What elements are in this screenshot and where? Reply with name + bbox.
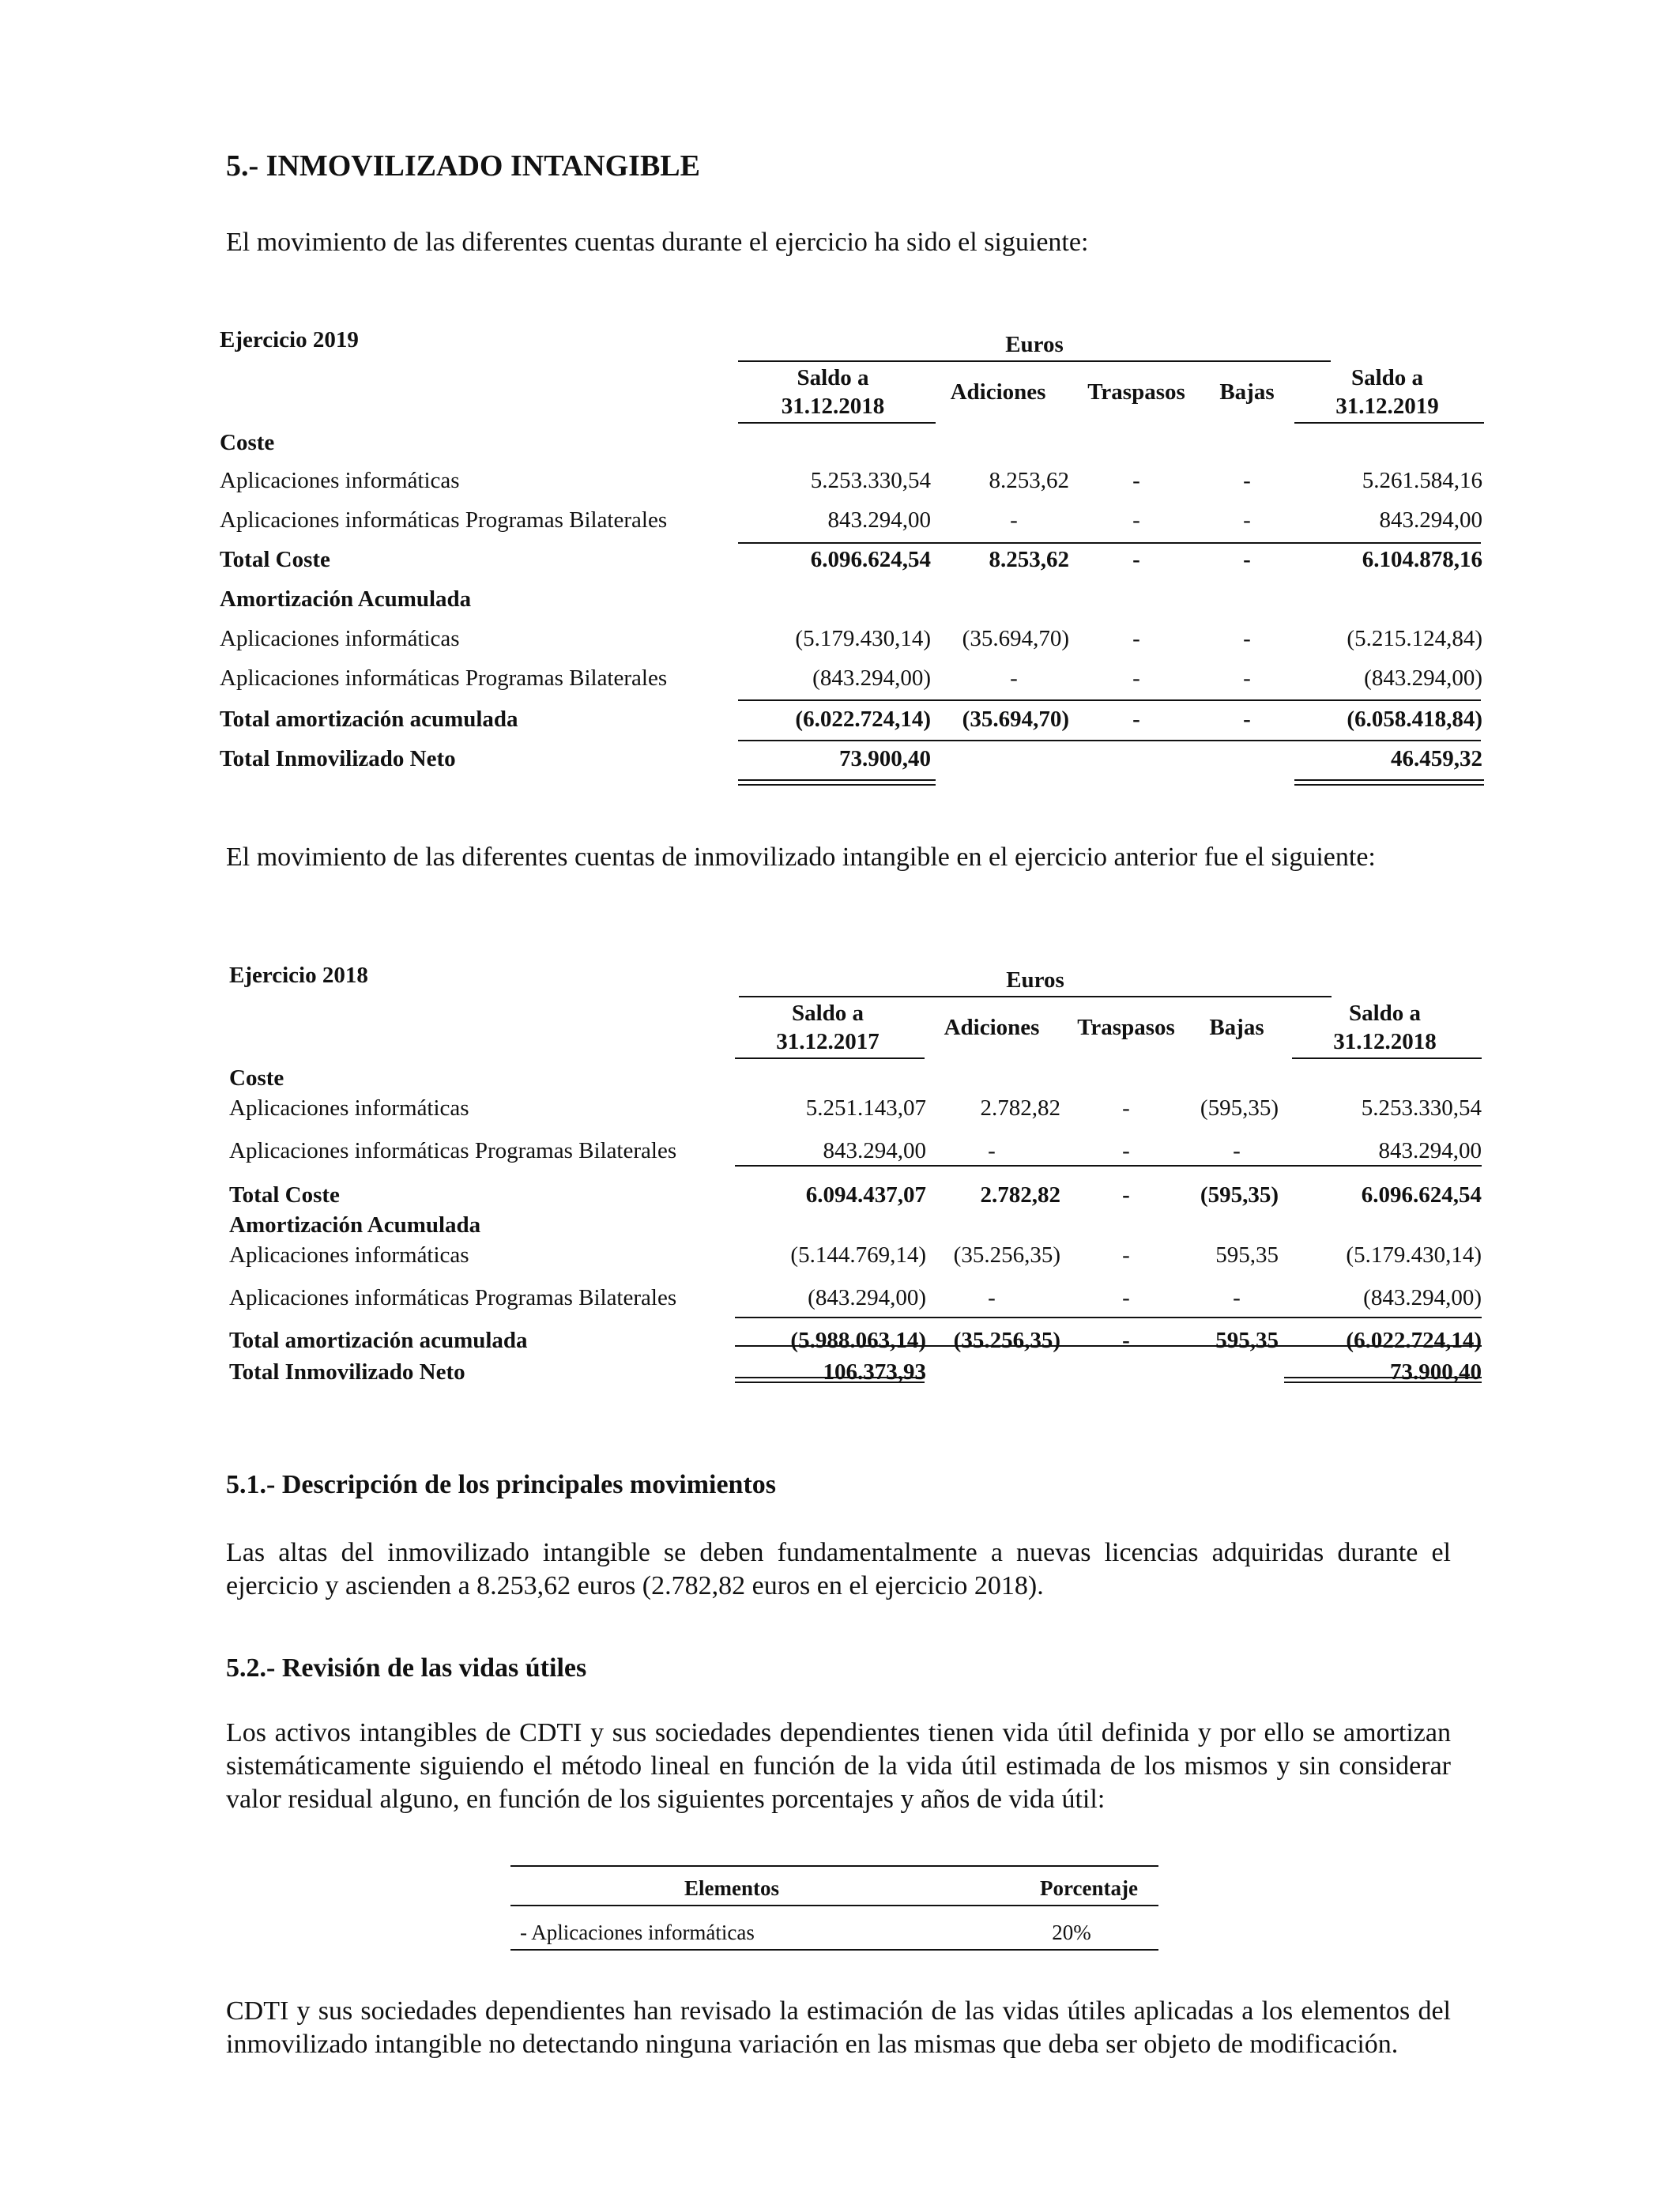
total-amort-rule-bottom [735, 1345, 1482, 1347]
cell-col-4: 6.104.878,16 [1362, 547, 1482, 572]
row-label: Amortización Acumulada [229, 1212, 481, 1238]
header-rule-top [739, 996, 1332, 997]
row-label: Total amortización acumulada [229, 1328, 528, 1353]
rates-rule-top [510, 1865, 1158, 1867]
col-header-3: Bajas [1219, 379, 1275, 405]
cell-col-2: - [1132, 707, 1140, 732]
cell-col-2: - [1122, 1138, 1130, 1163]
section-5-1-title: 5.1.- Descripción de los principales movimientos [226, 1470, 777, 1499]
col-header-0: Saldo a 31.12.2018 [781, 365, 885, 419]
col-header-4: Saldo a 31.12.2019 [1335, 365, 1439, 419]
currency-label: Euros [1005, 332, 1064, 357]
cell-col-3: - [1243, 507, 1251, 533]
cell-col-0: (5.179.430,14) [795, 626, 931, 651]
cell-col-0: (6.022.724,14) [795, 707, 931, 732]
table-title: Ejercicio 2019 [220, 327, 359, 352]
header-rule-top [738, 360, 1331, 362]
total-amort-rule [735, 1317, 1482, 1318]
cell-col-4: 843.294,00 [1378, 1138, 1482, 1163]
cell-col-4: (6.022.724,14) [1346, 1328, 1482, 1353]
row-label: Total amortización acumulada [220, 707, 518, 732]
cell-col-2: - [1132, 468, 1140, 493]
intro-paragraph: El movimiento de las diferentes cuentas durante el ejercicio ha sido el siguiente: [226, 228, 1089, 257]
cell-col-2: - [1122, 1182, 1130, 1208]
cell-col-1: (35.694,70) [962, 626, 1069, 651]
cell-col-1: - [1010, 665, 1018, 691]
col-header-0: Saldo a 31.12.2017 [776, 1001, 880, 1054]
cell-col-0: (5.144.769,14) [790, 1242, 926, 1268]
cell-col-3: - [1243, 547, 1251, 572]
rates-row-element: - Aplicaciones informáticas [520, 1921, 755, 1944]
net-double-rule-0 [735, 1377, 925, 1383]
cell-col-1: - [988, 1138, 996, 1163]
cell-col-2: - [1132, 665, 1140, 691]
col-header-2: Traspasos [1077, 1015, 1175, 1040]
row-label: Aplicaciones informáticas Programas Bilaterales [220, 507, 668, 533]
section-5-2-title: 5.2.- Revisión de las vidas útiles [226, 1653, 587, 1683]
total-amort-rule-bottom [738, 740, 1481, 741]
section-heading: 5.- INMOVILIZADO INTANGIBLE [226, 149, 700, 183]
cell-col-2: - [1122, 1095, 1130, 1121]
cell-col-2: - [1132, 507, 1140, 533]
cell-col-4: (5.179.430,14) [1346, 1242, 1482, 1268]
cell-col-4: 73.900,40 [1390, 1359, 1482, 1385]
row-label: Aplicaciones informáticas [220, 468, 460, 493]
row-label: Aplicaciones informáticas [229, 1242, 469, 1268]
cell-col-1: 8.253,62 [989, 547, 1069, 572]
header-rule-bottom-0 [735, 1057, 925, 1059]
cell-col-1: (35.694,70) [962, 707, 1069, 732]
row-label: Coste [229, 1065, 284, 1091]
cell-col-1: 8.253,62 [989, 468, 1069, 493]
section-5-2-text: Los activos intangibles de CDTI y sus sociedades dependientes tienen vida útil definida y por ello se amortizan sistemáticamente siguiendo el método lineal en función de la vida útil estimada de los mismos y sin considerar valor residual alguno, en función de los siguientes porcentajes y años de vida útil: [226, 1718, 1451, 1814]
rates-header-percentage: Porcentaje [1040, 1876, 1138, 1900]
cell-col-2: - [1122, 1328, 1130, 1353]
cell-col-0: 73.900,40 [839, 746, 931, 771]
section-5-1-text: Las altas del inmovilizado intangible se deben fundamentalmente a nuevas licencias adquiridas durante el ejercicio y ascienden a 8.253,62 euros (2.782,82 euros en el ejercicio 2018). [226, 1538, 1451, 1600]
cell-col-0: (843.294,00) [808, 1285, 926, 1310]
cell-col-2: - [1122, 1242, 1130, 1268]
rates-rule-mid [510, 1905, 1158, 1906]
cell-col-0: 106.373,93 [823, 1359, 926, 1385]
cell-col-3: 595,35 [1215, 1242, 1279, 1268]
row-label: Coste [220, 430, 275, 455]
row-label: Total Inmovilizado Neto [229, 1359, 465, 1385]
cell-col-0: (843.294,00) [812, 665, 931, 691]
net-double-rule-4 [1284, 1377, 1482, 1383]
rates-row-percentage: 20% [1052, 1921, 1091, 1944]
table-2018 [229, 963, 1482, 1413]
table-2019 [220, 327, 1484, 801]
net-double-rule-0 [738, 779, 936, 786]
rates-rule-bottom [510, 1949, 1158, 1951]
cell-col-3: - [1243, 626, 1251, 651]
cell-col-3: - [1233, 1138, 1241, 1163]
cell-col-3: - [1233, 1285, 1241, 1310]
cell-col-1: (35.256,35) [953, 1242, 1060, 1268]
header-rule-bottom-4 [1294, 422, 1484, 424]
col-header-3: Bajas [1209, 1015, 1264, 1040]
cell-col-1: 2.782,82 [980, 1182, 1060, 1208]
header-rule-bottom-4 [1292, 1057, 1482, 1059]
cell-col-0: 5.253.330,54 [810, 468, 931, 493]
row-label: Aplicaciones informáticas [220, 626, 460, 651]
cell-col-4: 5.253.330,54 [1361, 1095, 1482, 1121]
row-label: Total Inmovilizado Neto [220, 746, 456, 771]
row-label: Total Coste [220, 547, 330, 572]
cell-col-4: (5.215.124,84) [1347, 626, 1482, 651]
cell-col-0: (5.988.063,14) [790, 1328, 926, 1353]
row-label: Aplicaciones informáticas Programas Bilaterales [229, 1138, 677, 1163]
cell-col-0: 5.251.143,07 [805, 1095, 926, 1121]
row-label: Amortización Acumulada [220, 586, 472, 612]
cell-col-3: - [1243, 468, 1251, 493]
cell-col-3: - [1243, 707, 1251, 732]
table-title: Ejercicio 2018 [229, 963, 368, 988]
row-label: Aplicaciones informáticas [229, 1095, 469, 1121]
currency-label: Euros [1006, 967, 1064, 993]
rates-header-elements: Elementos [684, 1876, 779, 1900]
col-header-1: Adiciones [950, 379, 1046, 405]
row-label: Aplicaciones informáticas Programas Bilaterales [220, 665, 668, 691]
cell-col-1: - [988, 1285, 996, 1310]
cell-col-4: 843.294,00 [1379, 507, 1482, 533]
total-coste-rule [738, 542, 1481, 544]
closing-paragraph: CDTI y sus sociedades dependientes han revisado la estimación de las vidas útiles aplicadas a los elementos del inmovilizado intangible no detectando ninguna variación en las mismas que deba ser objeto de modificación. [226, 1996, 1451, 2059]
row-label: Total Coste [229, 1182, 340, 1208]
cell-col-4: (843.294,00) [1363, 1285, 1482, 1310]
cell-col-3: (595,35) [1200, 1182, 1279, 1208]
cell-col-0: 843.294,00 [823, 1138, 926, 1163]
cell-col-2: - [1132, 547, 1140, 572]
header-rule-bottom-0 [738, 422, 936, 424]
cell-col-2: - [1132, 626, 1140, 651]
cell-col-1: (35.256,35) [953, 1328, 1060, 1353]
cell-col-3: 595,35 [1215, 1328, 1279, 1353]
col-header-4: Saldo a 31.12.2018 [1333, 1001, 1437, 1054]
cell-col-0: 843.294,00 [827, 507, 931, 533]
cell-col-4: (843.294,00) [1364, 665, 1482, 691]
cell-col-4: 5.261.584,16 [1362, 468, 1482, 493]
cell-col-1: - [1010, 507, 1018, 533]
cell-col-0: 6.094.437,07 [805, 1182, 926, 1208]
cell-col-4: (6.058.418,84) [1347, 707, 1482, 732]
row-label: Aplicaciones informáticas Programas Bilaterales [229, 1285, 677, 1310]
total-amort-rule [738, 699, 1481, 701]
cell-col-3: - [1243, 665, 1251, 691]
cell-col-3: (595,35) [1200, 1095, 1279, 1121]
cell-col-4: 6.096.624,54 [1361, 1182, 1482, 1208]
col-header-2: Traspasos [1087, 379, 1185, 405]
total-coste-rule [735, 1165, 1482, 1167]
cell-col-4: 46.459,32 [1391, 746, 1482, 771]
cell-col-0: 6.096.624,54 [810, 547, 931, 572]
net-double-rule-4 [1294, 779, 1484, 786]
prev-year-paragraph: El movimiento de las diferentes cuentas de inmovilizado intangible en el ejercicio anterior fue el siguiente: [226, 843, 1376, 872]
col-header-1: Adiciones [944, 1015, 1040, 1040]
cell-col-2: - [1122, 1285, 1130, 1310]
cell-col-1: 2.782,82 [980, 1095, 1060, 1121]
